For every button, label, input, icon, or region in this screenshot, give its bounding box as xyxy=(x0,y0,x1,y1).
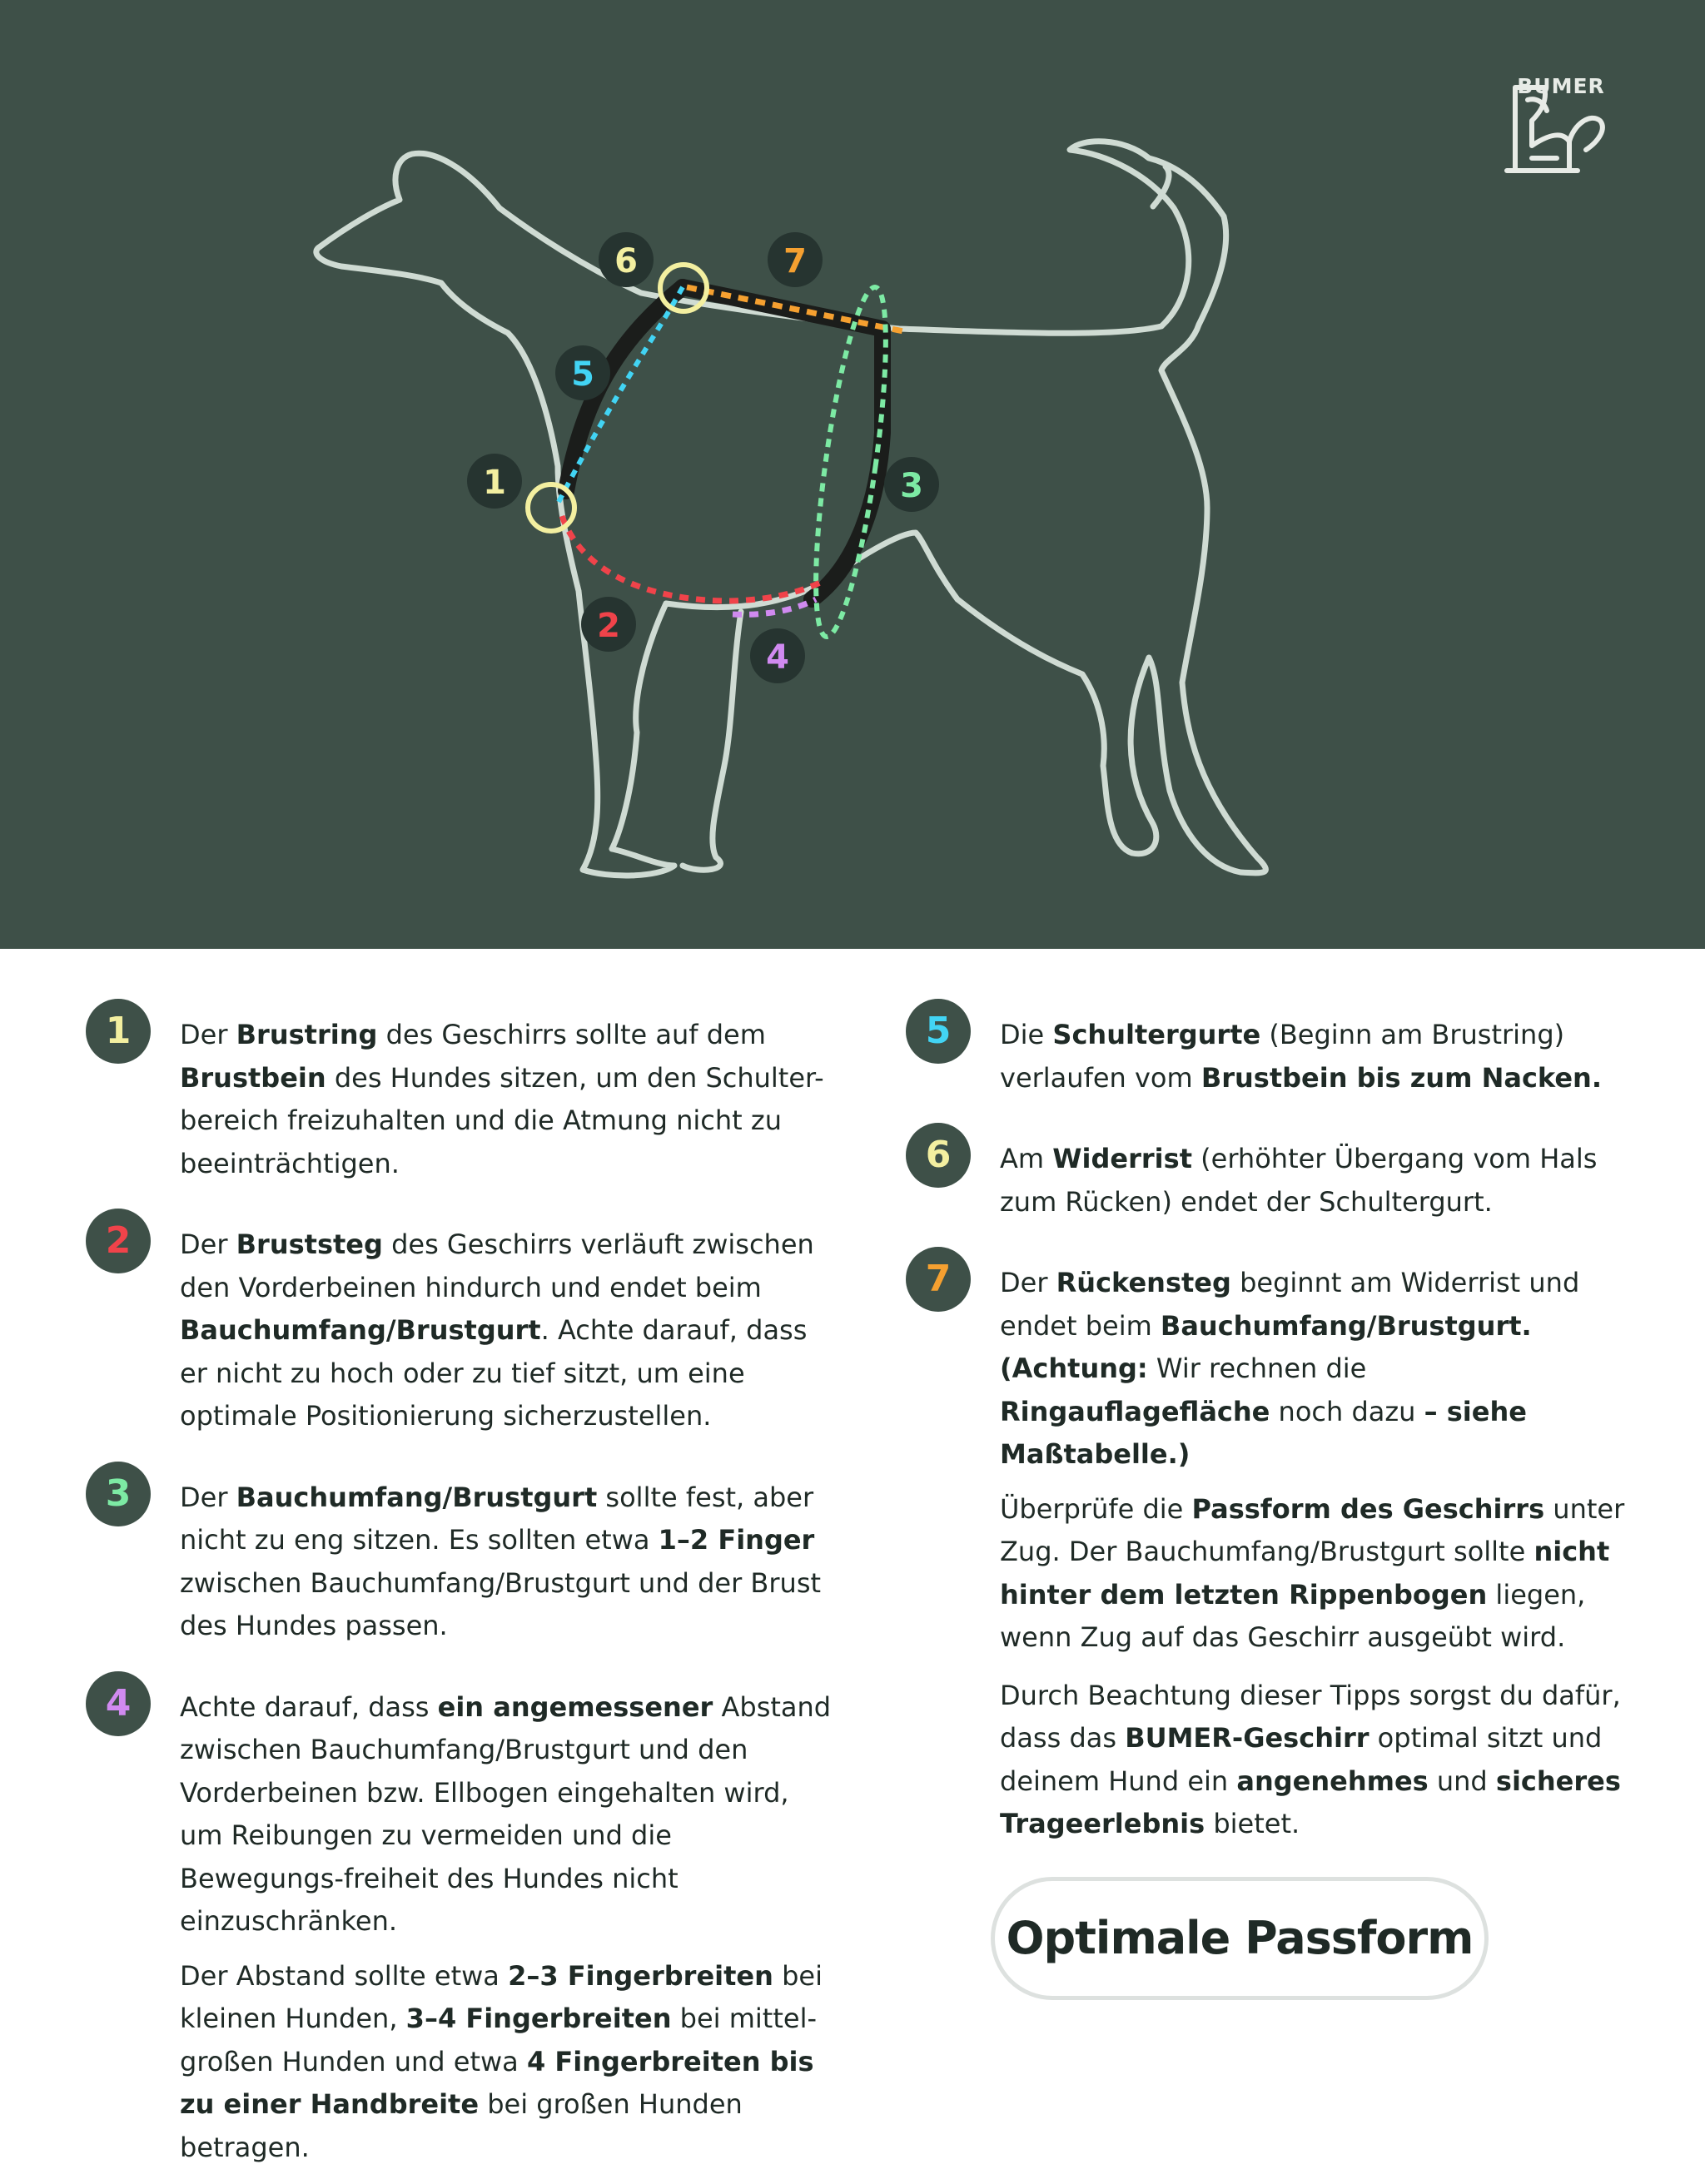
optimal-fit-button[interactable]: Optimale Passform xyxy=(991,1877,1489,2000)
list-item-1 xyxy=(83,999,833,1185)
list-item-7 xyxy=(903,1247,1636,1477)
fit-check-note: Überprüfe die Passform des Geschirrs unter Zug. Der Bauchumfang/Brustgurt sollte nicht hinter dem letzten Rippenbogen liegen, wenn Zug auf das Geschirr ausgeübt wird. xyxy=(1000,1492,1625,1653)
item-text: Die Schultergurte (Beginn am Brustring) verlaufen vom Brustbein bis zum Nacken. xyxy=(1000,1019,1602,1094)
item-text: Der Bauchumfang/Brustgurt sollte fest, aber nicht zu eng sitzen. Es sollten etwa 1–2 Finger zwischen Bauchumfang/Brustgurt und der Brust des Hundes passen. xyxy=(180,1481,822,1641)
list-item-2 xyxy=(83,1209,833,1438)
list-item-5 xyxy=(903,999,1636,1099)
marker-badge-6 xyxy=(599,232,654,287)
dog-harness-diagram xyxy=(0,0,1705,949)
marker-badge-4 xyxy=(750,628,805,683)
summary-note: Durch Beachtung dieser Tipps sorgst du dafür, dass das BUMER-Geschirr optimal sitzt und deinem Hund ein angenehmes und sicheres Trageerlebnis bietet. xyxy=(1000,1679,1621,1839)
svg-text:6: 6 xyxy=(614,242,638,280)
finger-width-note: Der Abstand sollte etwa 2–3 Fingerbreiten bei kleinen Hunden, 3–4 Fingerbreiten bei mittel-großen Hunden und etwa 4 Fingerbreiten bis zu einer Handbreite bei großen Hunden betragen. xyxy=(180,1959,823,2163)
list-item-3 xyxy=(83,1462,833,1648)
marker-badge-1 xyxy=(467,454,522,509)
item-text: Der Rückensteg beginnt am Widerrist und endet beim Bauchumfang/Brustgurt. (Achtung: Wir rechnen die Ringauflagefläche noch dazu – siehe Maßtabelle.) xyxy=(1000,1267,1580,1470)
item-text: Der Bruststeg des Geschirrs verläuft zwischen den Vorderbeinen hindurch und endet beim Bauchumfang/Brustgurt. Achte darauf, dass er nicht zu hoch oder zu tief sitzt, um eine optimale Positionierung sicherzustellen. xyxy=(180,1228,814,1432)
marker-badge-5 xyxy=(555,345,610,400)
marker-line-2 xyxy=(562,516,820,601)
number-badge: 5 xyxy=(906,999,971,1064)
number-badge: 7 xyxy=(906,1247,971,1312)
svg-text:5: 5 xyxy=(571,355,594,394)
item-text: Am Widerrist (erhöhter Übergang vom Hals zum Rücken) endet der Schultergurt. xyxy=(1000,1143,1598,1218)
hero-diagram xyxy=(0,0,1705,949)
marker-badge-7 xyxy=(768,232,823,287)
number-badge: 4 xyxy=(86,1671,151,1736)
number-badge: 3 xyxy=(86,1462,151,1526)
svg-text:4: 4 xyxy=(766,638,789,677)
marker-badge-2 xyxy=(581,597,636,652)
item-text: Der Brustring des Geschirrs sollte auf dem Brustbein des Hundes sitzen, um den Schulter-bereich freizuhalten und die Atmung nicht zu beeinträchtigen. xyxy=(180,1019,824,1179)
list-item-4 xyxy=(83,1671,833,1943)
svg-text:2: 2 xyxy=(597,607,620,645)
svg-text:1: 1 xyxy=(483,464,506,502)
instructions-right xyxy=(903,999,1636,1861)
number-badge: 6 xyxy=(906,1123,971,1188)
dog-logo-icon xyxy=(1499,79,1607,179)
marker-badge-3 xyxy=(884,457,939,512)
harness-strap xyxy=(683,287,882,599)
item-text: Achte darauf, dass ein angemessener Abstand zwischen Bauchumfang/Brustgurt und den Vorderbeinen bzw. Ellbogen eingehalten wird, um Reibungen zu vermeiden und die Bewegungs-freiheit des Hundes nicht einzuschränken. xyxy=(180,1690,832,1937)
brand-name: BUMER xyxy=(1517,74,1605,98)
instructions-left xyxy=(83,999,833,2184)
svg-text:3: 3 xyxy=(900,467,923,505)
svg-text:7: 7 xyxy=(783,242,807,280)
ring-brustring xyxy=(528,484,574,531)
list-item-6 xyxy=(903,1123,1636,1224)
number-badge: 2 xyxy=(86,1209,151,1273)
number-badge: 1 xyxy=(86,999,151,1064)
brand-logo xyxy=(1499,74,1623,98)
